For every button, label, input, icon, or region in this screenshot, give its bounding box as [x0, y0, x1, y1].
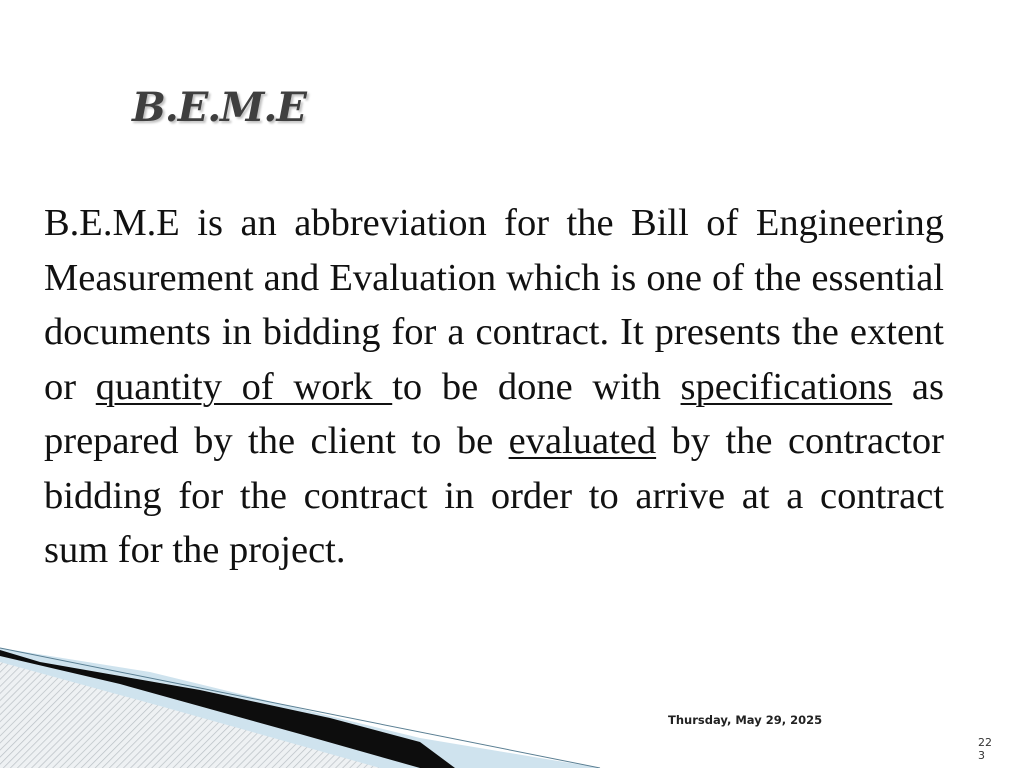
body-text-part-3: as prepared by the client to be — [44, 365, 944, 462]
slide-title: B.E.M.E — [132, 84, 306, 131]
underlined-evaluated: evaluated — [508, 420, 657, 462]
underlined-specifications: specifications — [680, 365, 893, 408]
underlined-quantity-of-work: quantity of work — [95, 365, 393, 408]
body-text-part-2: to be done with — [392, 365, 681, 408]
footer-date: Thursday, May 29, 2025 — [668, 713, 823, 727]
body-text-part-1: B.E.M.E is an abbreviation for the Bill of Engineering Measurement and Evaluation which is one of the essential documents in bidding for a contract. It presents the extent or — [44, 202, 944, 408]
body-text-part-4: by the contractor bidding for the contract in order to arrive at a contract sum for the project. — [44, 420, 944, 571]
slide-number: 223 — [978, 736, 992, 762]
slide-body-text — [44, 196, 944, 578]
